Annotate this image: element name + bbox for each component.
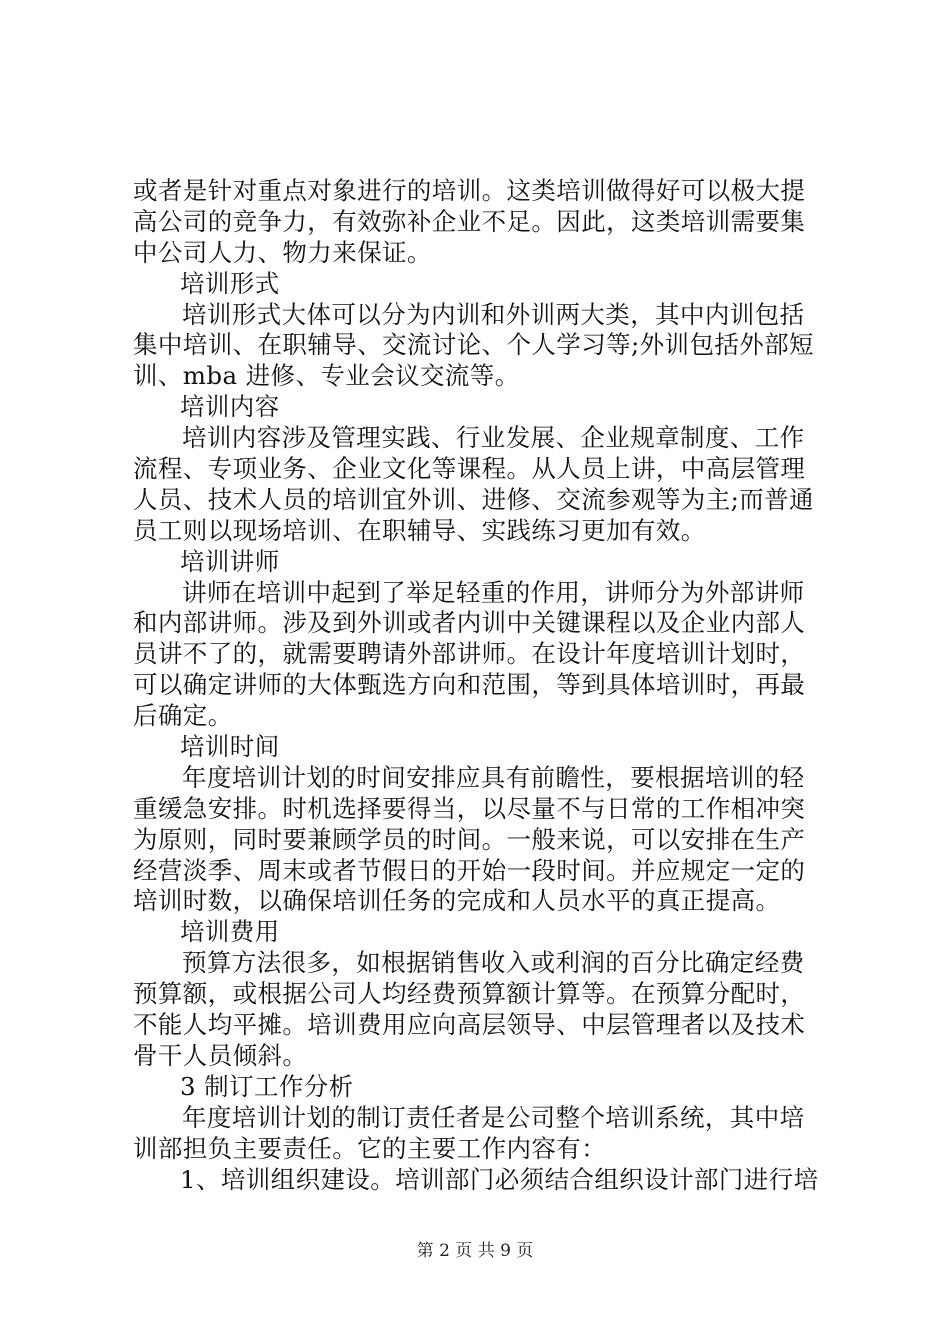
paragraph-line: 年度培训计划的时间安排应具有前瞻性，要根据培训的轻 xyxy=(182,762,805,792)
section-heading: 培训讲师 xyxy=(180,546,280,576)
paragraph-line: 年度培训计划的制订责任者是公司整个培训系统，其中培 xyxy=(182,1102,805,1132)
paragraph-line: 员工则以现场培训、在职辅导、实践练习更加有效。 xyxy=(133,515,706,545)
paragraph-line: 可以确定讲师的大体甄选方向和范围，等到具体培训时，再最 xyxy=(133,670,806,700)
paragraph-line: 骨干人员倾斜。 xyxy=(133,1040,308,1070)
paragraph-line: 后确定。 xyxy=(133,701,233,731)
paragraph-line: 流程、专项业务、企业文化等课程。从人员上讲，中高层管理 xyxy=(133,454,806,484)
paragraph-line: 经营淡季、周末或者节假日的开始一段时间。并应规定一定的 xyxy=(133,855,806,885)
paragraph-line: 人员、技术人员的培训宜外训、进修、交流参观等为主;而普通 xyxy=(133,484,814,514)
section-heading: 培训形式 xyxy=(180,268,280,298)
paragraph-line: 培训内容涉及管理实践、行业发展、企业规章制度、工作 xyxy=(182,423,805,453)
paragraph-line: 培训时数，以确保培训任务的完成和人员水平的真正提高。 xyxy=(133,886,781,916)
paragraph-line: 集中培训、在职辅导、交流讨论、个人学习等;外训包括外部短 xyxy=(133,330,814,360)
paragraph-line: 或者是针对重点对象进行的培训。这类培训做得好可以极大提 xyxy=(133,176,806,205)
paragraph-line: 培训形式大体可以分为内训和外训两大类，其中内训包括 xyxy=(182,299,805,329)
document-body xyxy=(133,176,833,1195)
paragraph-line: 训部担负主要责任。它的主要工作内容有： xyxy=(133,1133,607,1163)
section-heading: 培训时间 xyxy=(180,732,280,762)
paragraph-line: 为原则，同时要兼顾学员的时间。一般来说，可以安排在生产 xyxy=(133,824,806,854)
paragraph-line: 高公司的竞争力，有效弥补企业不足。因此，这类培训需要集 xyxy=(133,206,806,236)
paragraph-line: 预算方法很多，如根据销售收入或利润的百分比确定经费 xyxy=(182,948,805,978)
page-footer: 第 2 页 共 9 页 xyxy=(416,1241,534,1261)
paragraph-line: 员讲不了的，就需要聘请外部讲师。在设计年度培训计划时， xyxy=(133,639,806,669)
paragraph-line: 讲师在培训中起到了举足轻重的作用，讲师分为外部讲师 xyxy=(182,577,805,607)
paragraph-line: 重缓急安排。时机选择要得当，以尽量不与日常的工作相冲突 xyxy=(133,793,806,823)
section-heading: 培训内容 xyxy=(180,392,280,422)
section-heading: 培训费用 xyxy=(180,917,280,947)
paragraph-line: 训、mba 进修、专业会议交流等。 xyxy=(133,361,520,391)
section-heading: 3 制订工作分析 xyxy=(180,1071,354,1101)
paragraph-line: 和内部讲师。涉及到外训或者内训中关键课程以及企业内部人 xyxy=(133,608,806,638)
paragraph-line: 预算额，或根据公司人均经费预算额计算等。在预算分配时， xyxy=(133,979,806,1009)
list-item: 1、培训组织建设。培训部门必须结合组织设计部门进行培 xyxy=(180,1164,819,1194)
paragraph-line: 不能人均平摊。培训费用应向高层领导、中层管理者以及技术 xyxy=(133,1010,806,1040)
paragraph-line: 中公司人力、物力来保证。 xyxy=(133,237,432,267)
